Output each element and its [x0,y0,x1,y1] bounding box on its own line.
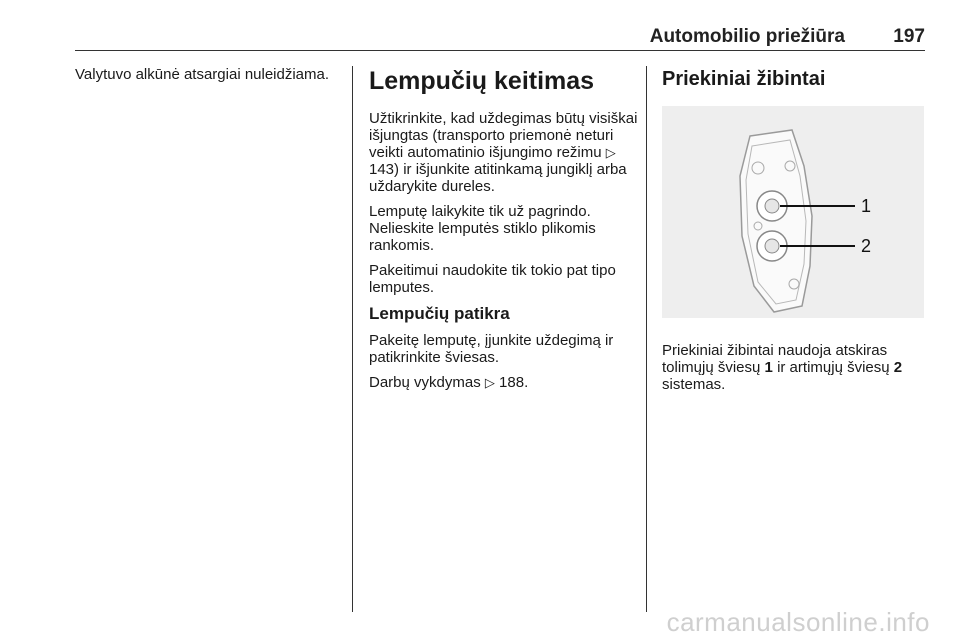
paragraph-same-type: Pakeitimui naudokite tik tokio pat tipo lemputes. [369,262,616,296]
subheading-bulb-check: Lempučių patikra [369,304,510,323]
column-3 [662,66,927,401]
page-ref-arrow-icon: ▷ [605,145,616,160]
headlight-illustration [662,106,924,318]
paragraph-hold-bulb: Lemputę laikykite tik už pagrindo. Nelieskite lemputės stiklo plikomis rankomis. [369,203,596,254]
col1-paragraph: Valytuvo alkūnė atsargiai nuleidžiama. [75,66,330,83]
figure-caption: Priekiniai žibintai naudoja atskiras tolimųjų šviesų 1 ir artimųjų šviesų 2 sistemas. [662,342,903,393]
column-1 [75,66,335,91]
paragraph-check-lights: Pakeitę lemputę, įjunkite uždegimą ir patikrinkite šviesas. [369,332,614,366]
figure-label-1: 1 [861,196,872,216]
section-heading-headlights: Priekiniai žibintai [662,68,826,90]
page-ref-arrow-icon: ▷ [484,375,495,390]
watermark: carmanualsonline.info [666,607,930,637]
page-ref-188[interactable]: 188. [499,374,529,391]
section-heading-bulb-replacement: Lempučių keitimas [369,67,595,95]
page-number: 197 [893,26,925,47]
paragraph-workmanship: Darbų vykdymas ▷ 188. [369,374,529,391]
page-ref-143[interactable]: 143 [369,161,395,178]
headlight-figure [662,106,924,318]
caption-ref-2: 2 [893,359,903,376]
caption-ref-1: 1 [764,359,773,376]
column-2 [369,66,639,399]
column-divider-1 [352,66,353,612]
figure-label-2: 2 [861,236,872,256]
chapter-title: Automobilio priežiūra [649,26,845,47]
page-header [75,24,925,51]
paragraph-ignition: Užtikrinkite, kad uždegimas būtų visiškai išjungtas (transporto priemonė neturi veikti automatinio išjungimo režimu ▷ 143) ir išjunkite atitinkamą jungiklį arba uždarykite dureles. [369,110,638,195]
column-divider-2 [646,66,647,612]
